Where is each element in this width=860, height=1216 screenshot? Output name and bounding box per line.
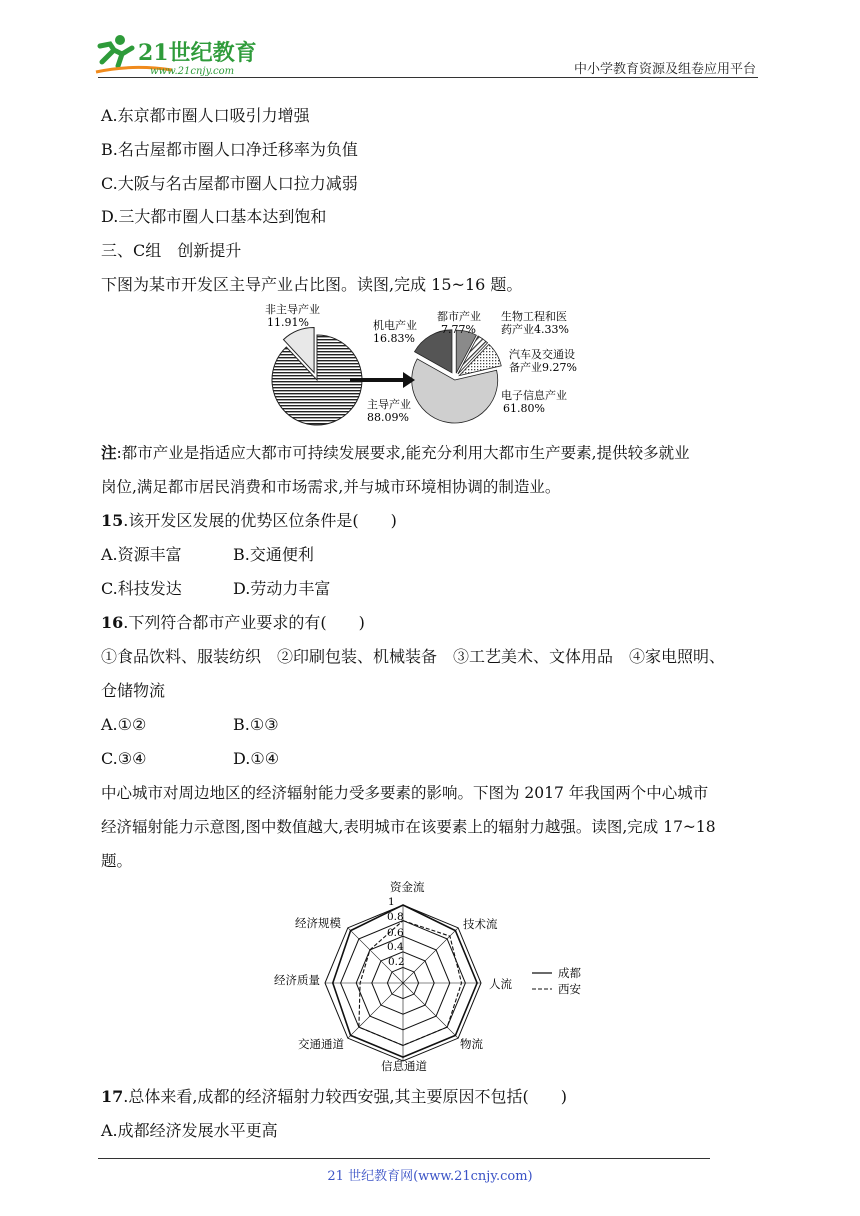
footer-divider — [98, 1158, 710, 1159]
q16-option-a: A.①② — [101, 715, 147, 734]
q14-option-b: B.名古屋都市圈人口净迁移率为负值 — [101, 140, 358, 159]
axis-label-wuliu: 物流 — [460, 1037, 483, 1051]
q15-option-a: A.资源丰富 — [101, 545, 182, 564]
axis-label-jishu: 技术流 — [463, 917, 498, 931]
q15-number: 15 — [101, 511, 124, 530]
label-non-leading: 非主导产业 — [265, 303, 320, 316]
q16-items-line-1: ①食品饮料、服装纺织 ②印刷包装、机械装备 ③工艺美术、文体用品 ④家电照明、 — [101, 647, 726, 666]
tick-1: 1 — [388, 896, 395, 908]
radar-chart-figure — [260, 876, 620, 1074]
tick-0-4: 0.4 — [387, 941, 404, 953]
q15-option-c: C.科技发达 — [101, 579, 182, 598]
header-slogan: 中小学教育资源及组卷应用平台 — [573, 62, 756, 77]
q15-option-d: D.劳动力丰富 — [233, 579, 331, 598]
label-leading: 主导产业 — [367, 398, 411, 411]
left-pie — [272, 328, 362, 425]
note-text-1: :都市产业是指适应大都市可持续发展要求,能充分利用大都市生产要素,提供较多就业 — [116, 444, 690, 462]
intro-15-16: 下图为某市开发区主导产业占比图。读图,完成 15~16 题。 — [101, 275, 523, 294]
tick-0-2: 0.2 — [388, 956, 405, 968]
logo-title: 21世纪教育 — [138, 40, 257, 66]
q16-text: .下列符合都市产业要求的有( ) — [123, 613, 365, 632]
label-auto-2: 备产业9.27% — [509, 361, 577, 374]
intro-17-18-line-3: 题。 — [101, 852, 133, 870]
legend-xian-label: 西安 — [558, 982, 581, 996]
q17-number: 17 — [101, 1087, 124, 1106]
label-auto-1: 汽车及交通设 — [509, 348, 575, 361]
label-dushi: 都市产业 — [437, 310, 481, 323]
pie-slice-leading — [272, 335, 362, 425]
intro-17-18-line-2: 经济辐射能力示意图,图中数值越大,表明城市在该要素上的辐射力越强。读图,完成 17~18 — [101, 818, 716, 836]
q17-option-a: A.成都经济发展水平更高 — [101, 1121, 278, 1140]
tick-0-6: 0.6 — [387, 927, 404, 939]
section-title: 三、C组 创新提升 — [101, 241, 242, 260]
label-dushi-pct: 7.77% — [441, 323, 476, 336]
label-jidian: 机电产业 — [373, 319, 417, 332]
q14-option-a: A.东京都市圈人口吸引力增强 — [101, 106, 310, 125]
q15-option-b: B.交通便利 — [233, 545, 314, 564]
axis-label-renliu: 人流 — [489, 977, 512, 991]
header-divider — [98, 77, 758, 78]
q16-number: 16 — [101, 613, 124, 632]
axis-label-guimo: 经济规模 — [295, 916, 341, 930]
q16-option-d: D.①④ — [233, 749, 280, 768]
label-elec: 电子信息产业 — [501, 389, 567, 402]
axis-label-xinxi: 信息通道 — [381, 1059, 427, 1073]
pie-chart-figure — [255, 300, 595, 435]
label-elec-pct: 61.80% — [503, 402, 545, 415]
label-leading-pct: 88.09% — [367, 411, 409, 424]
logo-url: www.21cnjy.com — [150, 66, 235, 77]
note-label: 注 — [101, 443, 117, 462]
label-non-leading-pct: 11.91% — [267, 316, 309, 329]
intro-17-18-line-1: 中心城市对周边地区的经济辐射能力受多要素的影响。下图为 2017 年我国两个中心城市 — [101, 784, 709, 802]
site-logo — [92, 32, 262, 78]
note-line-1 — [101, 443, 690, 463]
q15-text: .该开发区发展的优势区位条件是( ) — [123, 511, 397, 530]
note-line-2: 岗位,满足都市居民消费和市场需求,并与城市环境相协调的制造业。 — [101, 478, 561, 496]
q17-text: .总体来看,成都的经济辐射力较西安强,其主要原因不包括( ) — [123, 1087, 568, 1106]
q16-stem — [101, 613, 365, 633]
label-bio-1: 生物工程和医 — [501, 310, 567, 323]
q16-option-c: C.③④ — [101, 749, 147, 768]
tick-0-8: 0.8 — [387, 911, 404, 923]
label-jidian-pct: 16.83% — [373, 332, 415, 345]
q16-items-line-2: 仓储物流 — [101, 681, 166, 700]
right-pie — [412, 330, 502, 423]
legend-chengdu-label: 成都 — [558, 966, 581, 980]
footer-link[interactable]: 21 世纪教育网(www.21cnjy.com) — [327, 1169, 533, 1184]
axis-label-zhiliang: 经济质量 — [274, 973, 320, 987]
axis-label-jiaotong: 交通通道 — [298, 1037, 344, 1051]
axis-label-zijin: 资金流 — [390, 880, 425, 894]
label-bio-2: 药产业4.33% — [501, 323, 569, 336]
q15-stem — [101, 511, 397, 531]
q16-option-b: B.①③ — [233, 715, 279, 734]
q17-stem — [101, 1087, 567, 1107]
q14-option-d: D.三大都市圈人口基本达到饱和 — [101, 207, 327, 226]
q14-option-c: C.大阪与名古屋都市圈人口拉力减弱 — [101, 174, 358, 193]
